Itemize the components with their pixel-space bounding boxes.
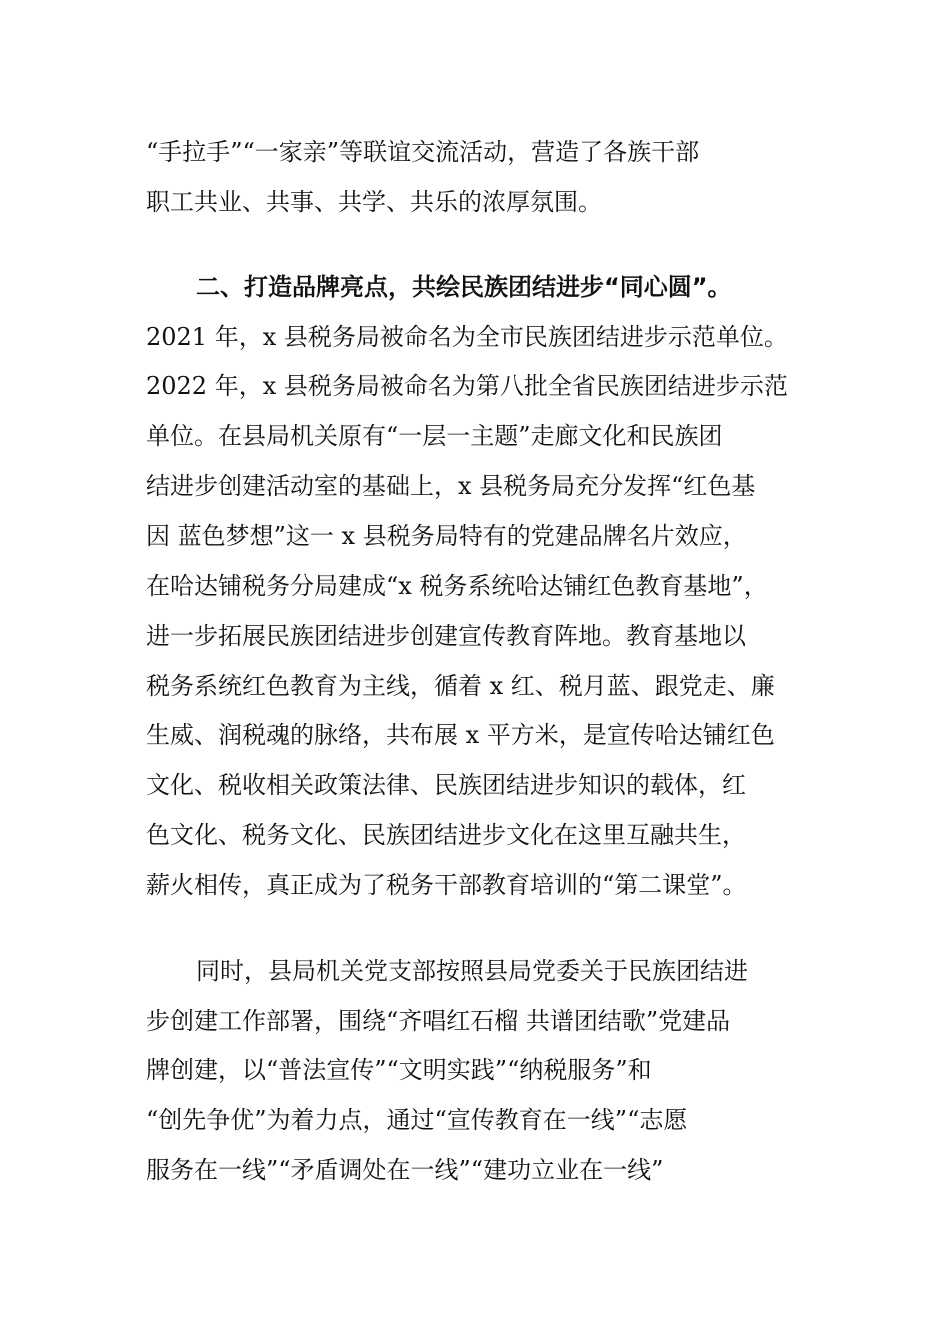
paragraph-line: 牌创建，以“普法宣传”“文明实践”“纳税服务”和	[146, 1056, 652, 1084]
paragraph-line: 2022 年，x 县税务局被命名为第八批全省民族团结进步示范	[146, 372, 788, 400]
paragraph-line: 结进步创建活动室的基础上，x 县税务局充分发挥“红色基	[146, 472, 756, 500]
paragraph-line: 因 蓝色梦想”这一 x 县税务局特有的党建品牌名片效应，	[146, 522, 747, 550]
paragraph-line: 薪火相传，真正成为了税务干部教育培训的“第二课堂”。	[146, 871, 747, 899]
paragraph-line: 职工共业、共事、共学、共乐的浓厚氛围。	[146, 188, 602, 216]
paragraph-line: “创先争优”为着力点，通过“宣传教育在一线”“志愿	[146, 1106, 688, 1134]
paragraph-line: “手拉手”“一家亲”等联谊交流活动，营造了各族干部	[146, 138, 700, 166]
paragraph-line: 单位。在县局机关原有“一层一主题”走廊文化和民族团	[146, 422, 723, 450]
paragraph-line: 在哈达铺税务分局建成“x 税务系统哈达铺红色教育基地”，	[146, 572, 768, 600]
paragraph-line: 2021 年，x 县税务局被命名为全市民族团结进步示范单位。	[146, 323, 788, 351]
paragraph-line: 进一步拓展民族团结进步创建宣传教育阵地。教育基地以	[146, 622, 746, 650]
paragraph-line: 生威、润税魂的脉络，共布展 x 平方米，是宣传哈达铺红色	[146, 721, 775, 749]
paragraph-line: 税务系统红色教育为主线，循着 x 红、税月蓝、跟党走、廉	[146, 672, 775, 700]
paragraph-line: 服务在一线”“矛盾调处在一线”“建功立业在一线”	[146, 1156, 664, 1184]
paragraph-line: 色文化、税务文化、民族团结进步文化在这里互融共生，	[146, 821, 746, 849]
paragraph-line: 步创建工作部署，围绕“齐唱红石榴 共谱团结歌”党建品	[146, 1007, 731, 1035]
paragraph-line: 文化、税收相关政策法律、民族团结进步知识的载体，红	[146, 771, 746, 799]
paragraph-first-line: 同时，县局机关党支部按照县局党委关于民族团结进	[196, 957, 748, 985]
section-heading: 二、打造品牌亮点，共绘民族团结进步“同心圆”。	[196, 273, 732, 301]
